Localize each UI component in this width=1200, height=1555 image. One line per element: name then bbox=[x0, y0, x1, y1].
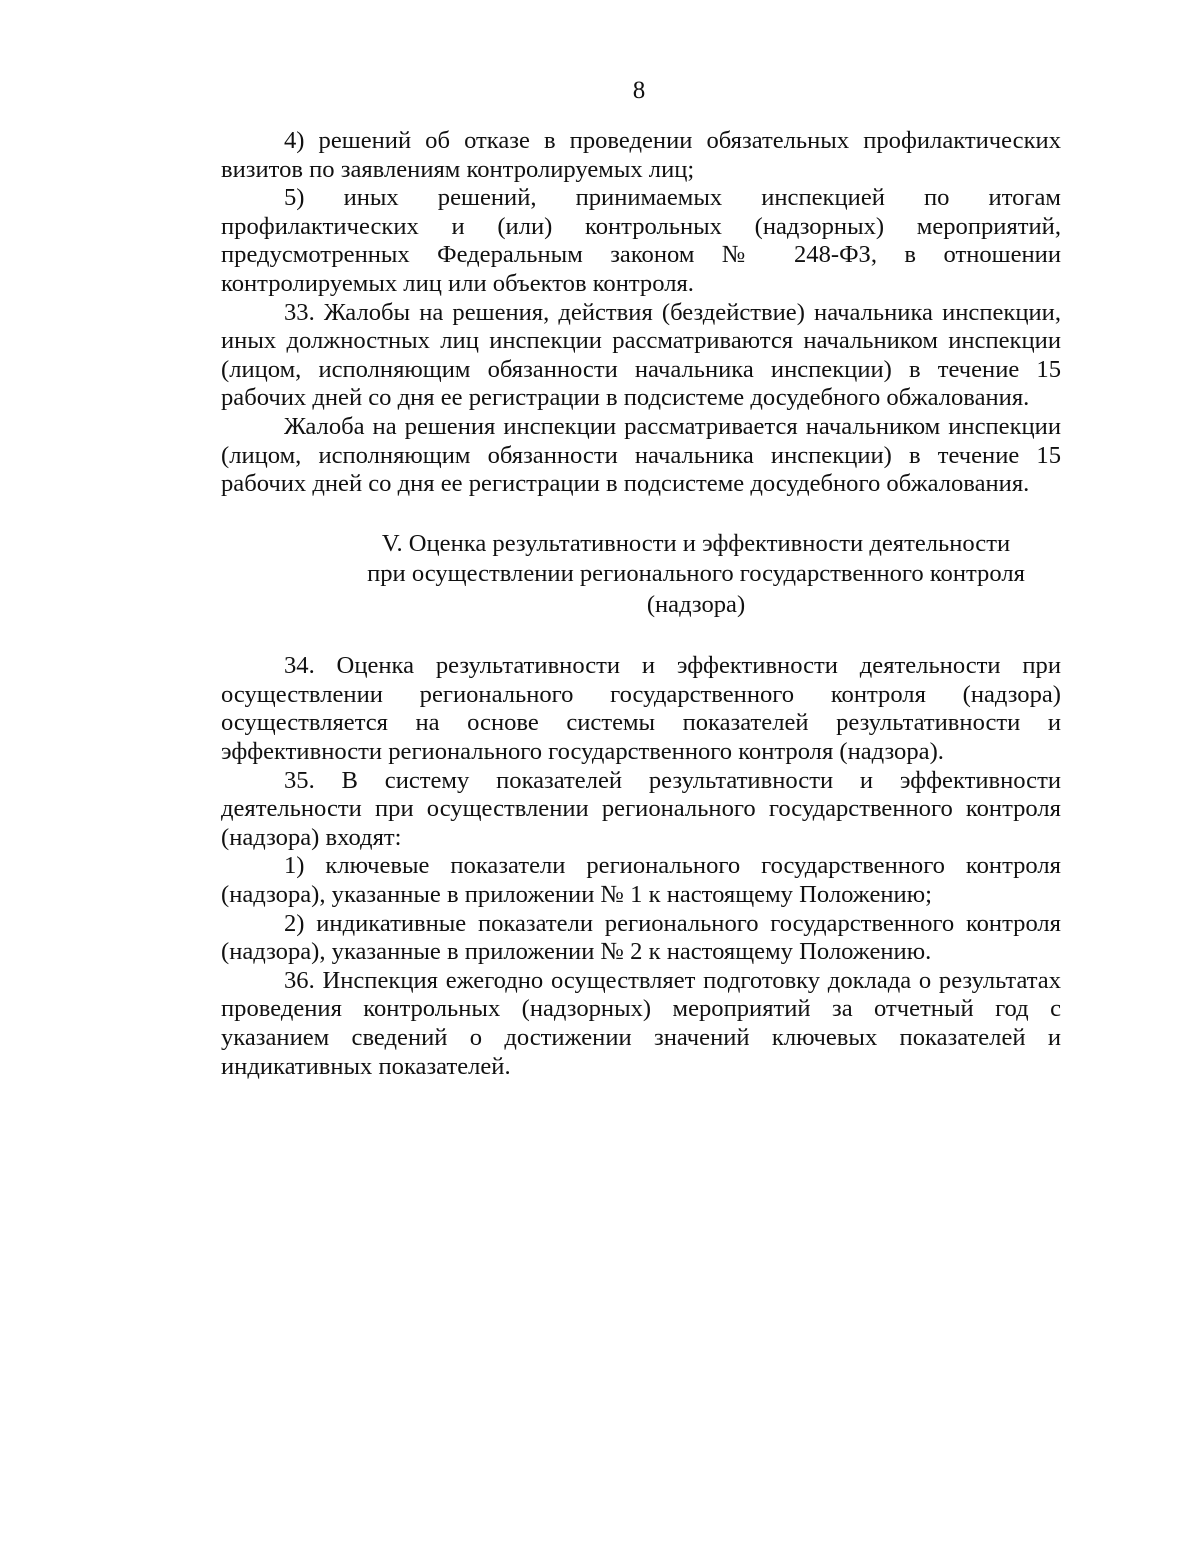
page-number: 8 bbox=[632, 77, 646, 104]
section-v-heading-line-1: V. Оценка результативности и эффективности деятельности bbox=[381, 529, 1011, 557]
paragraph-item-5: 5) иных решений, принимаемых инспекцией по итогам профилактических и (или) контрольных (надзорных) мероприятий, предусмотренных Федеральным законом № 248-ФЗ, в отношении контролируемых лиц или объектов контроля. bbox=[221, 184, 1061, 297]
paragraph-item-4: 4) решений об отказе в проведении обязательных профилактических визитов по заявлениям контролируемых лиц; bbox=[221, 127, 1061, 183]
paragraph-35-item-2: 2) индикативные показатели регионального государственного контроля (надзора), указанные в приложении № 2 к настоящему Положению. bbox=[221, 909, 1061, 966]
paragraph-36: 36. Инспекция ежегодно осуществляет подготовку доклада о результатах проведения контрольных (надзорных) мероприятий за отчетный год с указанием сведений о достижении значений ключевых показателей и индикативных показателей. bbox=[221, 966, 1061, 1080]
paragraph-34: 34. Оценка результативности и эффективности деятельности при осуществлении регионального государственного контроля (надзора) осуществляется на основе системы показателей результативности и эффективности регионального государственного контроля (надзора). bbox=[221, 652, 1061, 765]
paragraph-35-item-1: 1) ключевые показатели регионального государственного контроля (надзора), указанные в приложении № 1 к настоящему Положению; bbox=[221, 852, 1061, 908]
paragraph-33: 33. Жалобы на решения, действия (бездействие) начальника инспекции, иных должностных лиц инспекции рассматриваются начальником инспекции (лицом, исполняющим обязанности начальника инспекции) в течение 15 рабочих дней со дня ее регистрации в подсистеме досудебного обжалования. bbox=[221, 298, 1061, 412]
paragraph-complaint-on-decisions: Жалоба на решения инспекции рассматривается начальником инспекции (лицом, исполняющим обязанности начальника инспекции) в течение 15 рабочих дней со дня ее регистрации в подсистеме досудебного обжалования. bbox=[221, 412, 1061, 498]
paragraph-35: 35. В систему показателей результативности и эффективности деятельности при осуществлении регионального государственного контроля (надзора) входят: bbox=[221, 766, 1061, 851]
section-v-heading-line-3: (надзора) bbox=[646, 590, 746, 618]
section-v-heading bbox=[221, 529, 1061, 621]
document-body bbox=[221, 127, 1061, 1081]
section-v-heading-line-2: при осуществлении регионального государственного контроля bbox=[367, 560, 1025, 588]
